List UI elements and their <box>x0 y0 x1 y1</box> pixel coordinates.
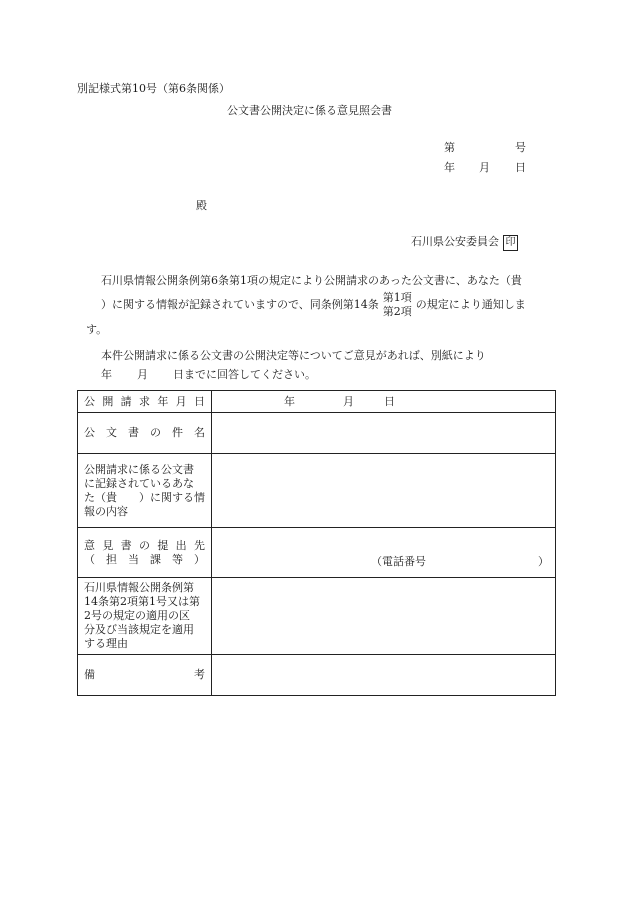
label-remarks: 備 考 <box>78 655 212 696</box>
label-document-name: 公 文 書 の 件 名 <box>78 413 212 454</box>
doc-number-go: 号 <box>515 141 526 154</box>
date-month: 月 <box>479 161 490 174</box>
clause-fraction <box>383 291 412 319</box>
label-request-date: 公 開 請 求 年 月 日 <box>78 391 212 413</box>
body-p1-line1: 石川県情報公開条例第6条第1項の規定により公開請求のあった公文書に、あなた（貴 <box>101 274 522 287</box>
date-year: 年 <box>444 161 455 174</box>
request-day: 日 <box>384 394 395 408</box>
label-reason: 石川県情報公開条例第 14条第2項第1号又は第 2号の規定の適用の区 分及び当該規定を適用 する理由 <box>78 578 212 655</box>
addressee-dono: 殿 <box>196 199 207 212</box>
body-p2-month: 月 <box>137 368 148 381</box>
body-p1-line2b: の規定により通知しま <box>415 298 526 311</box>
value-request-date[interactable] <box>212 391 556 413</box>
request-month: 月 <box>343 394 354 408</box>
date-day: 日 <box>515 161 526 174</box>
value-remarks[interactable] <box>212 655 556 696</box>
value-info-content[interactable] <box>212 454 556 528</box>
seal-mark: 印 <box>503 235 518 251</box>
table-row-info-content <box>78 454 556 528</box>
clause-bottom: 第2項 <box>382 305 412 318</box>
clause-top: 第1項 <box>382 291 412 304</box>
table-row-submission <box>78 528 556 578</box>
opinion-form-table <box>77 390 556 696</box>
table-row-document-name <box>78 413 556 454</box>
doc-number-dai: 第 <box>444 141 455 154</box>
body-p2-rest: 日までに回答してください。 <box>173 368 316 381</box>
body-p1-line2 <box>101 290 526 320</box>
label-submission: 意 見 書 の 提 出 先 （ 担 当 課 等 ） <box>78 528 212 578</box>
body-p2-year: 年 <box>101 368 112 381</box>
form-number: 別記様式第10号（第6条関係） <box>77 82 230 95</box>
request-year: 年 <box>284 394 295 408</box>
sender-name: 石川県公安委員会 <box>411 235 499 248</box>
body-p1-line3: す。 <box>86 323 108 336</box>
label-info-content: 公開請求に係る公文書 に記録されているあな た（貴 ）に関する情 報の内容 <box>78 454 212 528</box>
value-submission[interactable] <box>212 528 556 578</box>
document-title: 公文書公開決定に係る意見照会書 <box>227 104 392 117</box>
phone-number-field <box>218 537 549 569</box>
value-document-name[interactable] <box>212 413 556 454</box>
table-row-request-date <box>78 391 556 413</box>
body-p1-line2a: ）に関する情報が記録されていますので、同条例第14条 <box>101 298 379 311</box>
phone-label: （電話番号 <box>371 554 426 568</box>
body-p2-line1: 本件公開請求に係る公文書の公開決定等についてご意見があれば、別紙により <box>101 349 486 362</box>
table-row-reason <box>78 578 556 655</box>
table-row-remarks <box>78 655 556 696</box>
value-reason[interactable] <box>212 578 556 655</box>
sender <box>411 235 518 251</box>
phone-close: ） <box>538 554 549 568</box>
